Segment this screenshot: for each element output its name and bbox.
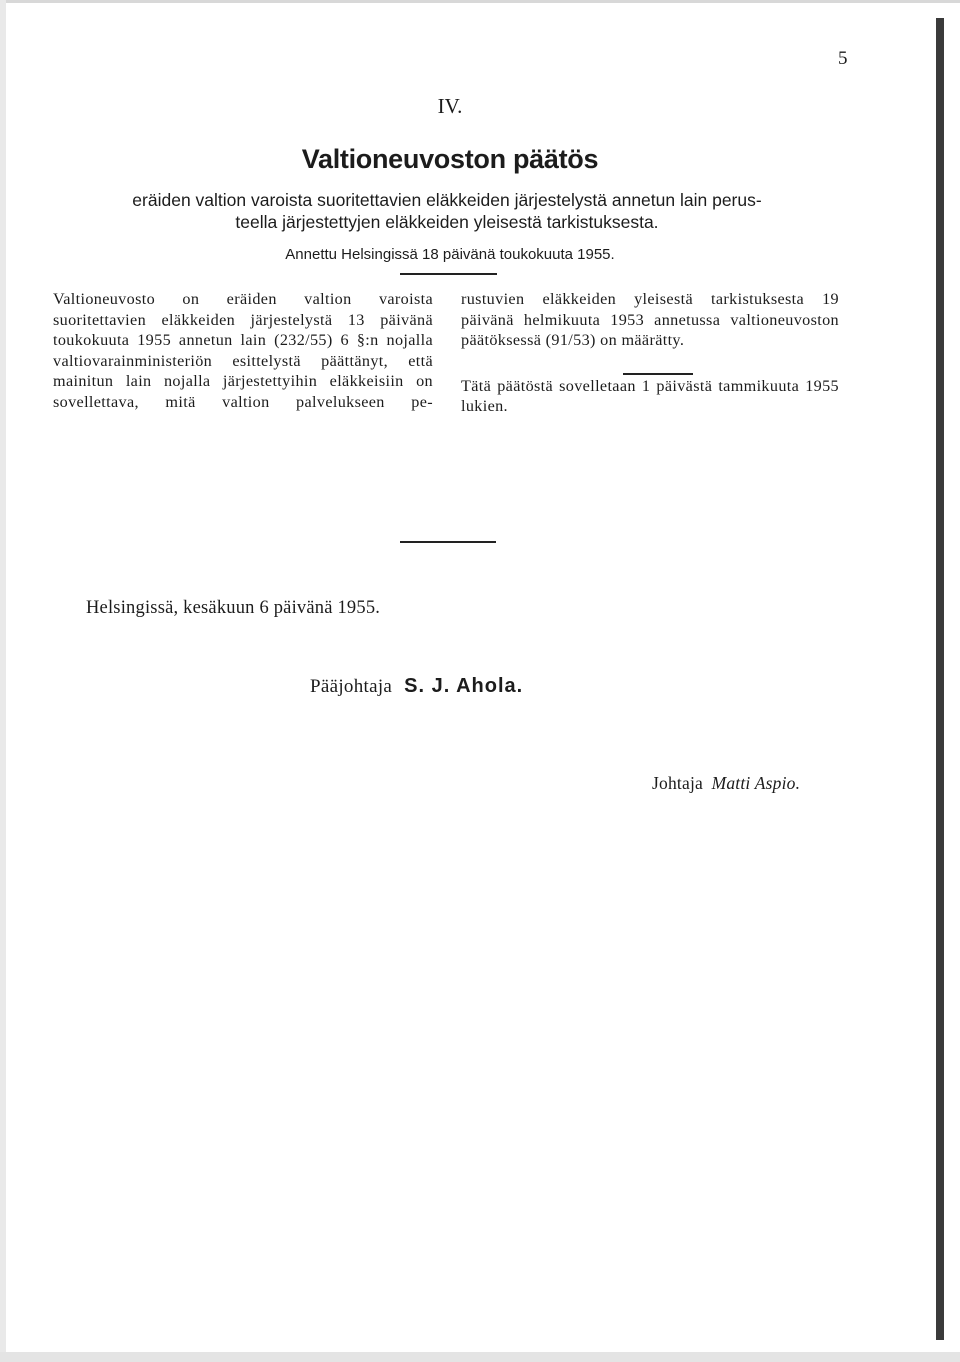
scan-edge-right <box>936 18 944 1340</box>
subtitle-line-2: teella järjestettyjen eläkkeiden yleisestä tarkistuksesta. <box>235 212 659 232</box>
dateline: Annettu Helsingissä 18 päivänä toukokuuta 1955. <box>285 246 615 263</box>
scan-edge-bottom <box>0 1352 960 1362</box>
page-title: Valtioneuvoston päätös <box>301 144 599 174</box>
body-column-left <box>53 289 433 412</box>
divider-rule <box>400 273 497 275</box>
signer-title: Pääjohtaja <box>310 676 393 697</box>
divider-rule <box>400 541 496 543</box>
scan-edge-left <box>0 0 6 1362</box>
divider-rule <box>623 373 693 375</box>
signer-title: Johtaja <box>652 773 703 793</box>
scan-edge-top <box>0 0 960 3</box>
place-date: Helsingissä, kesäkuun 6 päivänä 1955. <box>86 598 381 618</box>
body-paragraph: rustuvien eläkkeiden yleisestä tarkistuksesta 19 päivänä helmikuuta 1953 annetussa valtioneuvoston päätöksessä (91/53) on määrätty. <box>461 290 839 349</box>
body-column-right <box>461 289 839 417</box>
body-paragraph: Valtioneuvosto on eräiden valtion varoista suoritettavien eläkkeiden järjestelystä 13 päivänä toukokuuta 1955 annetun lain (232/55) 6 §:n nojalla valtiovarainministeriön esittelystä päättänyt, että mainitun lain nojalla järjestettyihin eläkkeisiin on sovellettava, mitä valtion palvelukseen pe- <box>53 290 433 411</box>
subtitle-line-1: eräiden valtion varoista suoritettavien eläkkeiden järjestelystä annetun lain perus- <box>132 190 762 210</box>
section-number: IV. <box>437 94 463 118</box>
subtitle <box>52 189 842 233</box>
page-number: 5 <box>838 48 848 69</box>
signer-name: S. J. Ahola. <box>404 675 524 697</box>
signer-name: Matti Aspio. <box>711 773 801 793</box>
signature-director <box>652 773 800 794</box>
signature-director-general <box>310 675 523 698</box>
body-paragraph: Tätä päätöstä sovelletaan 1 päivästä tammikuuta 1955 lukien. <box>461 376 839 415</box>
